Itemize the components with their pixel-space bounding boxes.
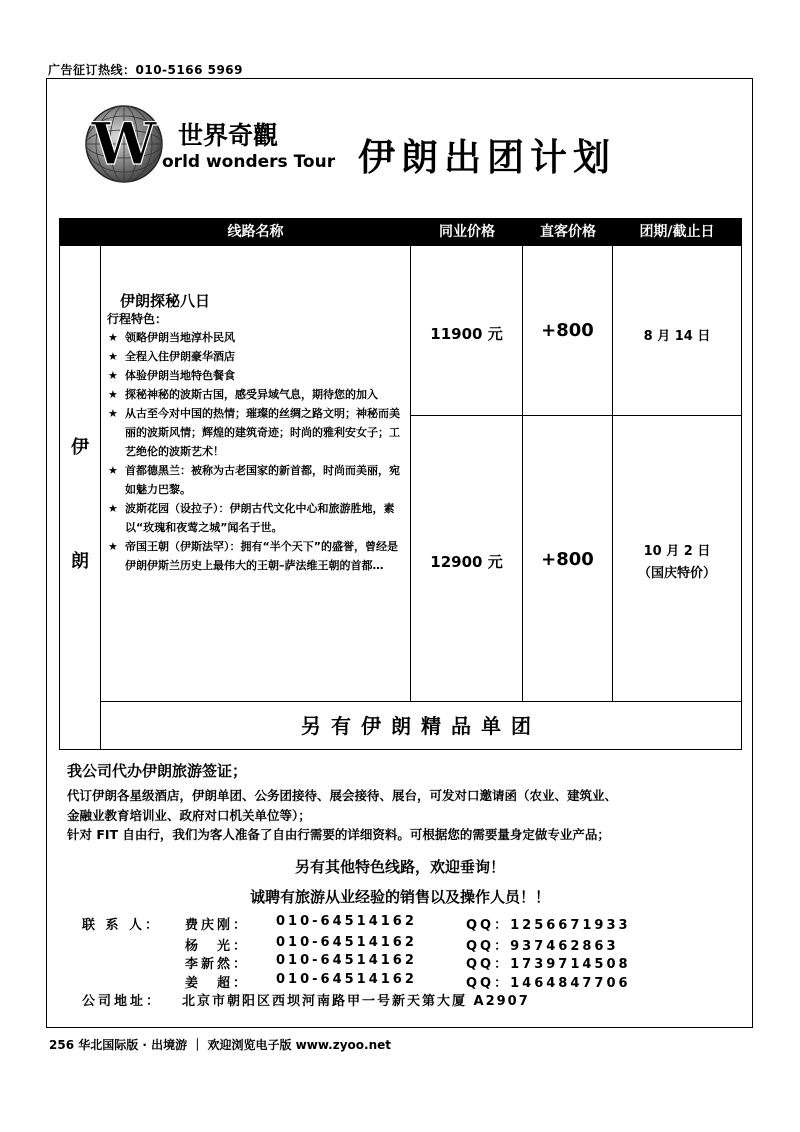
contact-phone: 010-64514162 (276, 972, 417, 987)
contact-qq: QQ：1464847706 (466, 976, 631, 991)
header-route: 线路名称 (227, 224, 284, 240)
grid-line (100, 246, 101, 749)
contact-qq: QQ：1256671933 (466, 918, 631, 933)
grid-line (522, 246, 523, 702)
contact-phone: 010-64514162 (276, 914, 417, 929)
contact-qq: QQ：937462863 (466, 939, 619, 954)
table-header (60, 219, 741, 246)
grid-line (410, 246, 411, 702)
page-footer: 256 华北国际版 · 出境游 ｜ 欢迎浏览电子版 www.zyoo.net (49, 1038, 391, 1052)
star-icon: ★ (108, 502, 118, 515)
feature-item: ★ 波斯花园（设拉子）：伊朗古代文化中心和旅游胜地，素以“玫瑰和夜莺之城”闻名于世。 (108, 499, 408, 537)
feature-item: ★ 帝国王朝（伊斯法罕）：拥有“半个天下”的盛誉，曾经是伊朗伊斯兰历史上最伟大的王朝–萨法维王朝的首都… (108, 537, 408, 575)
contact-phone: 010-64514162 (276, 953, 417, 968)
logo-letter: W (91, 110, 157, 178)
contact-qq: QQ：1739714508 (466, 957, 631, 972)
feature-item: ★ 领略伊朗当地淳朴民风 (108, 328, 408, 347)
route-subtitle: 行程特色： (107, 312, 168, 326)
visa-service-title: 我公司代办伊朗旅游签证； (67, 762, 248, 780)
contact-name: 杨 光： (185, 939, 250, 954)
row2-date-note: （国庆特价） (637, 566, 716, 581)
page-title: 伊朗出团计划 (358, 136, 616, 179)
feature-item: ★ 探秘神秘的波斯古国，感受异域气息，期待您的加入 (108, 385, 408, 404)
header-trade-price: 同业价格 (439, 224, 495, 240)
grid-line (612, 246, 613, 702)
contact-phone: 010-64514162 (276, 935, 417, 950)
row2-date-cell (613, 541, 741, 585)
row2-trade-price: 12900 元 (430, 553, 503, 571)
row2-direct-price: +800 (541, 549, 594, 570)
star-icon: ★ (108, 464, 118, 477)
row1-trade-price: 11900 元 (430, 325, 503, 343)
grid-line (410, 415, 741, 416)
company-address: 北京市朝阳区西坝河南路甲一号新天第大厦 A2907 (182, 994, 530, 1009)
star-icon: ★ (108, 407, 118, 420)
globe-logo-icon (84, 104, 164, 184)
star-icon: ★ (108, 331, 118, 344)
ad-hotline: 广告征订热线：010-5166 5969 (48, 63, 244, 77)
route-description (108, 246, 408, 575)
visa-line: 代订伊朗各星级酒店，伊朗单团、公务团接待、展会接待、展台，可发对口邀请函（农业、建筑业、 (67, 788, 618, 803)
star-icon: ★ (108, 369, 118, 382)
header-date: 团期/截止日 (639, 224, 715, 240)
other-routes-note: 另有其他特色线路，欢迎垂询！ (294, 858, 505, 876)
contact-name: 姜 超： (185, 976, 250, 991)
visa-line: 金融业教育培训业、政府对口机关单位等）； (67, 807, 311, 823)
feature-item: ★ 体验伊朗当地特色餐食 (108, 366, 408, 385)
contact-name: 李新然： (185, 957, 250, 972)
row1-date: 8 月 14 日 (643, 329, 711, 344)
brand-name-cn: 世界奇觀 (178, 121, 279, 150)
contacts-label: 联 系 人： (82, 918, 162, 933)
star-icon: ★ (108, 350, 118, 363)
tour-table (59, 218, 742, 750)
private-tour-banner: 另有伊朗精品单团 (301, 714, 541, 738)
header-direct-price: 直客价格 (540, 224, 596, 240)
brand-name-en: orld wonders Tour (162, 152, 336, 172)
feature-item: ★ 从古至今对中国的热情；璀璨的丝绸之路文明；神秘而美丽的波斯风情；辉煌的建筑奇迹；时尚的雅利安女子；工艺绝伦的波斯艺术！ (108, 404, 408, 461)
visa-service-text (67, 786, 737, 845)
star-icon: ★ (108, 388, 118, 401)
row1-direct-price: +800 (541, 320, 594, 341)
route-name: 伊朗探秘八日 (120, 292, 211, 310)
contact-name: 费庆刚： (185, 918, 250, 933)
star-icon: ★ (108, 540, 118, 553)
region-char-1: 伊 (71, 437, 89, 458)
feature-item: ★ 全程入住伊朗豪华酒店 (108, 347, 408, 366)
feature-item: ★ 首都德黑兰：被称为古老国家的新首都，时尚而美丽，宛如魅力巴黎。 (108, 461, 408, 499)
row2-date: 10 月 2 日 (643, 544, 711, 559)
recruitment-note: 诚聘有旅游从业经验的销售以及操作人员！！ (249, 888, 550, 906)
address-label: 公司地址： (82, 994, 163, 1009)
region-char-2: 朗 (71, 551, 89, 572)
visa-line: 针对 FIT 自由行，我们为客人准备了自由行需要的详细资料。可根据您的需要量身定做专业产品； (67, 827, 610, 842)
